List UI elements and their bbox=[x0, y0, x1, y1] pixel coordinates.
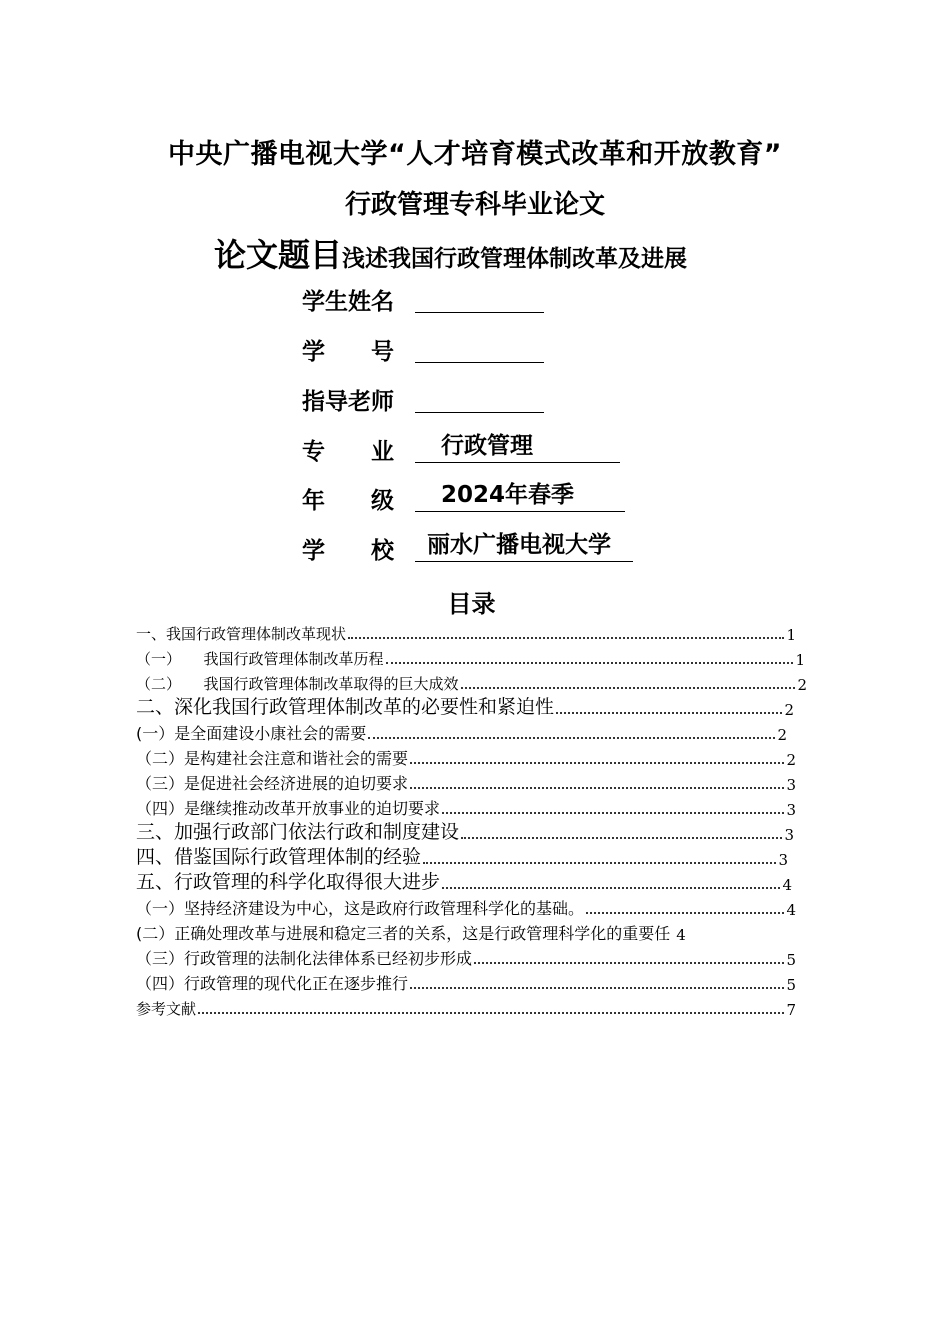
school-label: 学 校 bbox=[302, 538, 394, 564]
grade-blank bbox=[415, 482, 625, 512]
toc-entry[interactable]: 五、行政管理的科学化取得很大进步 4 bbox=[136, 871, 792, 894]
toc-entry[interactable]: （二）是构建社会注意和谐社会的需要 2 bbox=[136, 749, 796, 769]
major-blank bbox=[415, 433, 620, 463]
toc-entry[interactable]: （一） 我国行政管理体制改革历程 1 bbox=[136, 650, 805, 669]
toc-entry[interactable]: （三）行政管理的法制化法律体系已经初步形成 5 bbox=[136, 949, 796, 969]
university-program-title: 中央广播电视大学“人才培育模式改革和开放教育” bbox=[168, 139, 782, 170]
toc-entry[interactable]: （三）是促进社会经济进展的迫切要求 3 bbox=[136, 774, 796, 794]
toc-entry[interactable]: （二） 我国行政管理体制改革取得的巨大成效 2 bbox=[136, 675, 807, 694]
toc-entry[interactable]: 四、借鉴国际行政管理体制的经验 3 bbox=[136, 846, 788, 869]
toc-title: 目录 bbox=[447, 590, 496, 618]
topic-label: 论文题目 bbox=[214, 236, 343, 274]
toc-entry[interactable]: （一）坚持经济建设为中心，这是政府行政管理科学化的基础。 4 bbox=[136, 899, 796, 919]
toc-entry[interactable]: （四）是继续推动改革开放事业的迫切要求 3 bbox=[136, 799, 796, 819]
school-blank bbox=[415, 532, 633, 562]
toc-entry[interactable]: 二、深化我国行政管理体制改革的必要性和紧迫性 2 bbox=[136, 696, 794, 719]
grade-value: 2024年春季 bbox=[441, 482, 575, 508]
major-label: 专 业 bbox=[302, 439, 394, 465]
toc-entry[interactable]: 一、我国行政管理体制改革现状 1 bbox=[136, 625, 796, 644]
school-value: 丽水广播电视大学 bbox=[427, 532, 611, 558]
toc-entry[interactable]: (一）是全面建设小康社会的需要 2 bbox=[136, 724, 787, 744]
grade-label: 年 级 bbox=[302, 488, 394, 514]
advisor-blank bbox=[415, 383, 544, 413]
toc-entry[interactable]: 三、加强行政部门依法行政和制度建设 3 bbox=[136, 821, 794, 844]
thesis-topic bbox=[214, 230, 687, 276]
student-name-label: 学生姓名 bbox=[302, 289, 394, 315]
student-name-blank bbox=[415, 283, 544, 313]
toc-entry[interactable]: 参考文献 7 bbox=[136, 1000, 796, 1019]
student-id-blank bbox=[415, 333, 544, 363]
toc-entry[interactable]: (二）正确处理改革与进展和稳定三者的关系，这是行政管理科学化的重要任 4 bbox=[136, 924, 686, 944]
toc-entry[interactable]: （四）行政管理的现代化正在逐步推行 5 bbox=[136, 974, 796, 994]
student-id-label: 学 号 bbox=[302, 339, 394, 365]
major-value: 行政管理 bbox=[441, 433, 533, 459]
advisor-label: 指导老师 bbox=[302, 389, 394, 415]
thesis-type-title: 行政管理专科毕业论文 bbox=[344, 190, 605, 220]
topic-value: 浅述我国行政管理体制改革及进展 bbox=[342, 246, 688, 272]
